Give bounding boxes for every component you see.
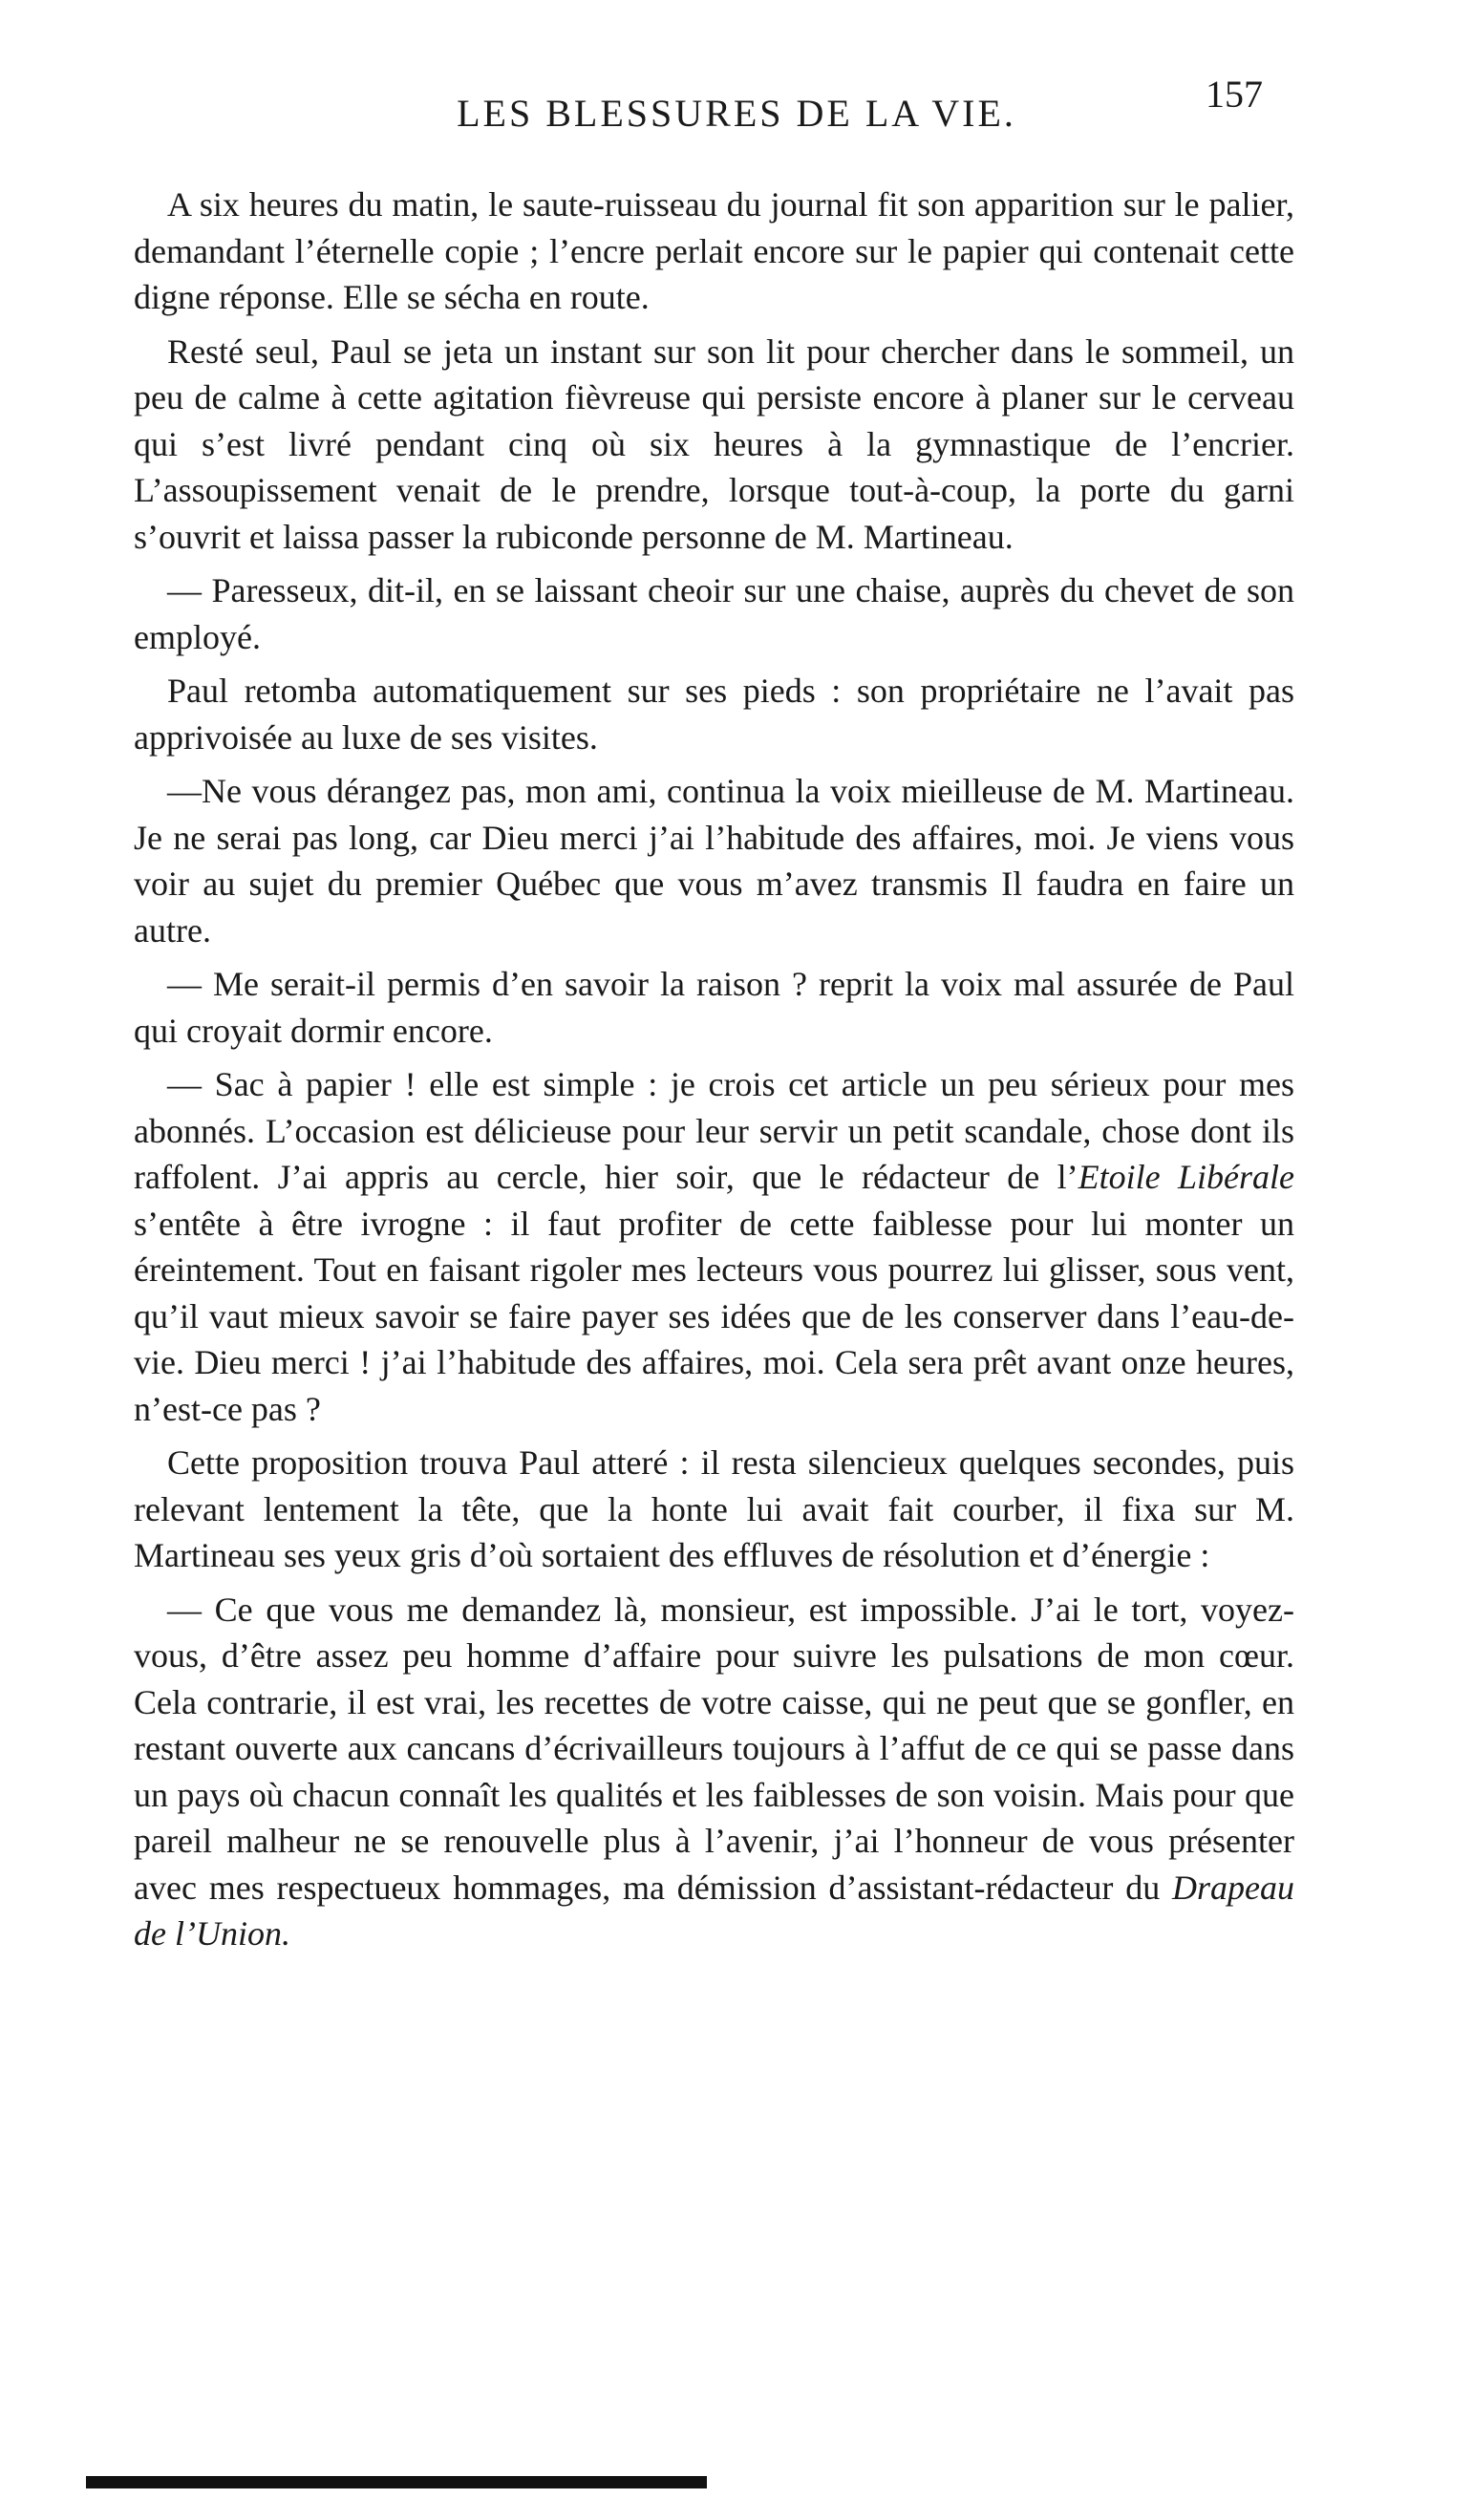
page-number: 157 (1206, 73, 1263, 116)
paragraph (134, 567, 1294, 660)
paragraph (134, 1587, 1294, 1957)
newspaper-title-etoile-liberale: Etoile Libérale (1078, 1158, 1295, 1196)
text-run: — Me serait-il permis d’en savoir la raison ? reprit la voix mal assurée de Paul qui croyait dormir encore. (134, 965, 1294, 1050)
text-run: Cette proposition trouva Paul atteré : il resta silencieux quelques secondes, puis relevant lentement la tête, que la honte lui avait fait courber, il fixa sur M. Martineau ses yeux gris d’où sortaient des effluves de résolution et d’énergie : (134, 1443, 1294, 1574)
bottom-ink-rule (86, 2476, 707, 2488)
text-run: —Ne vous dérangez pas, mon ami, continua la voix mieilleuse de M. Martineau. Je ne serai pas long, car Dieu merci j’ai l’habitude des affaires, moi. Je viens vous voir au sujet du premier Québec que vous m’avez transmis Il faudra en faire un autre. (134, 772, 1294, 950)
paragraph (134, 668, 1294, 760)
paragraph (134, 961, 1294, 1054)
paragraph (134, 768, 1294, 953)
text-run: — Ce que vous me demandez là, monsieur, est impossible. J’ai le tort, voyez-vous, d’être assez peu homme d’affaire pour suivre les pulsations de mon cœur. Cela contrarie, il est vrai, les recettes de votre caisse, qui ne peut que se gonfler, en restant ouverte aux cancans d’écrivailleurs toujours à l’affut de ce qui se passe dans un pays où chacun connaît les qualités et les faiblesses de son voisin. Mais pour que pareil malheur ne se renouvelle plus à l’avenir, j’ai l’honneur de vous présenter avec mes respectueux hommages, ma démission d’assistant-rédacteur du (134, 1590, 1294, 1907)
text-run: — Sac à papier ! elle est simple : je crois cet article un peu sérieux pour mes abonnés. L’occasion est délicieuse pour leur servir un petit scandale, chose dont ils raffolent. J’ai appris au cercle, hier soir, que le rédacteur de l’ (134, 1065, 1294, 1196)
paragraph (134, 1061, 1294, 1432)
text-run: s’entête à être ivrogne : il faut profiter de cette faiblesse pour lui monter un éreintement. Tout en faisant rigoler mes lecteurs vous pourrez lui glisser, sous vent, qu’il vaut mieux savoir se faire payer ses idées que de les conserver dans l’eau-de-vie. Dieu merci ! j’ai l’habitude des affaires, moi. Cela sera prêt avant onze heures, n’est-ce pas ? (134, 1204, 1294, 1428)
text-run: Resté seul, Paul se jeta un instant sur son lit pour chercher dans le sommeil, un peu de calme à cette agitation fièvreuse qui persiste encore à planer sur le cerveau qui s’est livré pendant cinq où six heures à la gymnastique de l’encrier. L’assoupissement venait de le prendre, lorsque tout-à-coup, la porte du garni s’ouvrit et laissa passer la rubiconde personne de M. Martineau. (134, 331, 1294, 556)
text-run: Paul retomba automatiquement sur ses pieds : son propriétaire ne l’avait pas apprivoisée au luxe de ses visites. (134, 672, 1294, 757)
body-text (134, 182, 1294, 1965)
text-run: — Paresseux, dit-il, en se laissant cheoir sur une chaise, auprès du chevet de son employé. (134, 571, 1294, 656)
running-title: LES BLESSURES DE LA VIE. (457, 92, 1016, 135)
newspaper-title-drapeau-union: Drapeau de l’Union. (134, 1868, 1294, 1953)
paragraph (134, 182, 1294, 321)
paragraph (134, 329, 1294, 561)
text-run: A six heures du matin, le saute-ruisseau du journal fit son apparition sur le palier, demandant l’éternelle copie ; l’encre perlait encore sur le papier qui contenait cette digne réponse. Elle se sécha en route. (134, 185, 1294, 316)
paragraph (134, 1440, 1294, 1579)
